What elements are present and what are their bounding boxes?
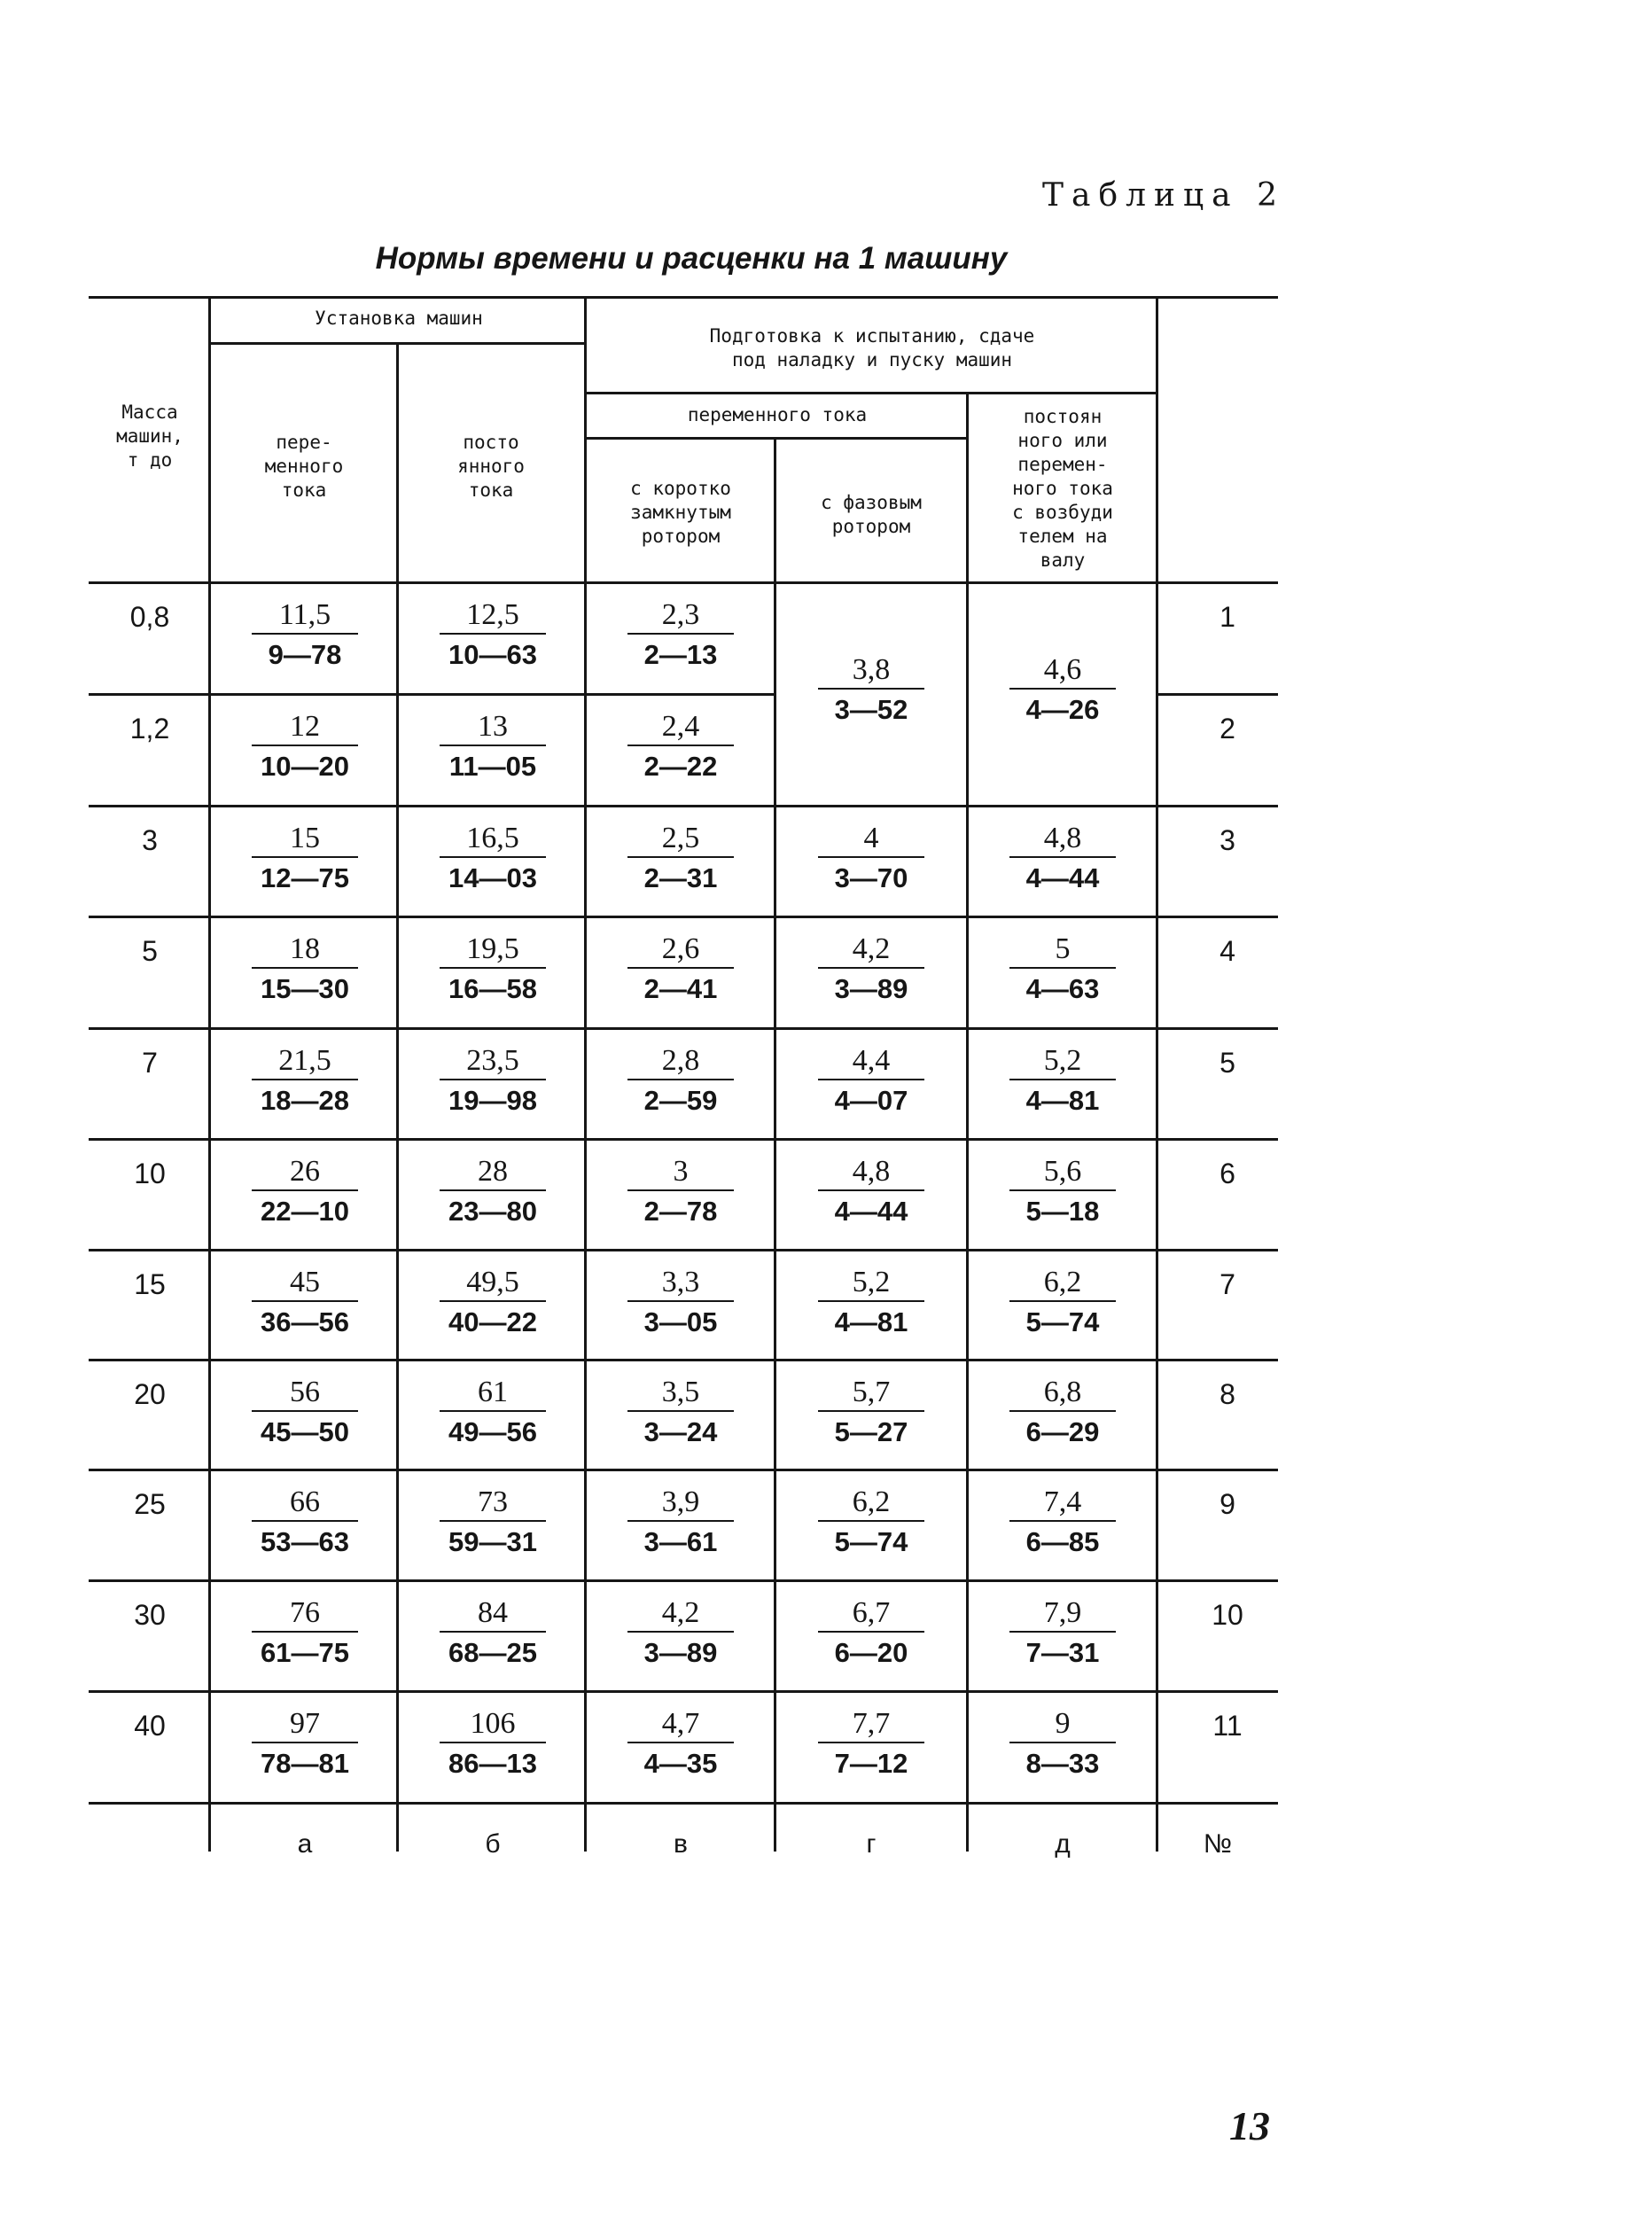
mass-value-row-11: 40 xyxy=(134,1710,166,1742)
cell-g-row-5 xyxy=(776,1043,966,1118)
norm-time-value: 106 xyxy=(440,1706,546,1743)
cell-b-row-1 xyxy=(398,597,588,672)
rate-value: 5—74 xyxy=(1025,1306,1100,1337)
rule-row-3 xyxy=(89,916,1278,918)
rate-value: 8—33 xyxy=(1025,1748,1100,1779)
mass-value-row-7: 15 xyxy=(134,1268,166,1300)
cell-a-row-8 xyxy=(210,1375,400,1449)
norm-time-value: 4,8 xyxy=(818,1154,924,1191)
norm-time-value: 7,7 xyxy=(818,1706,924,1743)
header-install-ac: пере- менного тока xyxy=(264,432,344,501)
cell-g-row-8 xyxy=(776,1375,966,1449)
norm-time-value: 3,5 xyxy=(627,1375,734,1412)
rate-value: 5—74 xyxy=(834,1526,908,1557)
row-number-6: 6 xyxy=(1220,1158,1235,1189)
rate-value: 40—22 xyxy=(448,1306,537,1337)
norm-time-value: 66 xyxy=(252,1485,358,1522)
rule-header-bottom xyxy=(89,581,1278,584)
header-install-group: Установка машин xyxy=(315,308,483,329)
rate-value: 2—78 xyxy=(643,1196,718,1227)
row-number-10: 10 xyxy=(1212,1599,1243,1631)
rate-value: 2—41 xyxy=(643,973,718,1004)
header-prep-dc-ac: постоян ного или перемен- ного тока с возбуди телем на валу xyxy=(1012,406,1113,571)
rule-row-4 xyxy=(89,1027,1278,1030)
mass-value-row-6: 10 xyxy=(134,1158,166,1189)
rate-value: 16—58 xyxy=(448,973,537,1004)
cell-a-row-7 xyxy=(210,1265,400,1339)
header-prep-group: Подготовка к испытанию, сдаче под наладку и пуску машин xyxy=(709,325,1035,370)
cell-a-row-4 xyxy=(210,932,400,1006)
table-title: Нормы времени и расценки на 1 машину xyxy=(375,241,1008,276)
norm-time-value: 5,2 xyxy=(1009,1043,1116,1080)
norm-time-value: 16,5 xyxy=(440,821,546,858)
cell-d-row-9 xyxy=(968,1485,1157,1559)
rate-value: 5—18 xyxy=(1025,1196,1100,1227)
table-label: Таблица 2 xyxy=(1042,177,1285,214)
norm-time-value: 21,5 xyxy=(252,1043,358,1080)
rate-value: 23—80 xyxy=(448,1196,537,1227)
norm-time-value: 76 xyxy=(252,1595,358,1633)
rate-value: 6—29 xyxy=(1025,1416,1100,1447)
norm-time-value: 5,7 xyxy=(818,1375,924,1412)
mass-value-row-10: 30 xyxy=(134,1599,166,1631)
cell-d-row-10 xyxy=(968,1595,1157,1670)
norm-time-value: 4,4 xyxy=(818,1043,924,1080)
row-number-11: 11 xyxy=(1212,1710,1243,1742)
cell-d-row-11 xyxy=(968,1706,1157,1781)
cell-v-row-3 xyxy=(586,821,775,895)
row-number-9: 9 xyxy=(1220,1488,1235,1520)
cell-a-row-6 xyxy=(210,1154,400,1228)
norm-time-value: 4,6 xyxy=(1009,652,1116,690)
norm-time-value: 3,3 xyxy=(627,1265,734,1302)
rule-ac-header xyxy=(586,437,968,440)
cell-b-row-9 xyxy=(398,1485,588,1559)
cell-v-row-10 xyxy=(586,1595,775,1670)
norm-time-value: 9 xyxy=(1009,1706,1116,1743)
cell-v-row-8 xyxy=(586,1375,775,1449)
norm-time-value: 7,9 xyxy=(1009,1595,1116,1633)
rate-value: 3—24 xyxy=(643,1416,718,1447)
cell-b-row-7 xyxy=(398,1265,588,1339)
row-number-5: 5 xyxy=(1220,1047,1235,1079)
cell-d-row-8 xyxy=(968,1375,1157,1449)
cell-a-row-2 xyxy=(210,709,400,784)
mass-value-row-3: 3 xyxy=(142,824,158,856)
rate-value: 18—28 xyxy=(261,1085,349,1116)
rule-row-6 xyxy=(89,1249,1278,1251)
norm-time-value: 61 xyxy=(440,1375,546,1412)
column-letter-d: д xyxy=(1055,1829,1071,1859)
rate-value: 59—31 xyxy=(448,1526,537,1557)
norm-time-value: 3,8 xyxy=(818,652,924,690)
norm-time-value: 19,5 xyxy=(440,932,546,969)
rate-value: 61—75 xyxy=(261,1637,349,1668)
rule-top xyxy=(89,296,1278,299)
rate-value: 6—20 xyxy=(834,1637,908,1668)
norm-time-value: 6,7 xyxy=(818,1595,924,1633)
norm-time-value: 18 xyxy=(252,932,358,969)
cell-a-row-9 xyxy=(210,1485,400,1559)
rate-value: 5—27 xyxy=(834,1416,908,1447)
cell-b-row-11 xyxy=(398,1706,588,1781)
norm-time-value: 15 xyxy=(252,821,358,858)
norm-time-value: 2,3 xyxy=(627,597,734,635)
cell-d-row-1 xyxy=(968,652,1157,727)
cell-a-row-1 xyxy=(210,597,400,672)
rate-value: 36—56 xyxy=(261,1306,349,1337)
norm-time-value: 6,2 xyxy=(818,1485,924,1522)
norm-time-value: 5 xyxy=(1009,932,1116,969)
rate-value: 10—63 xyxy=(448,639,537,670)
cell-v-row-9 xyxy=(586,1485,775,1559)
rate-value: 14—03 xyxy=(448,862,537,893)
mass-value-row-4: 5 xyxy=(142,935,158,967)
norm-time-value: 4,7 xyxy=(627,1706,734,1743)
rate-value: 3—70 xyxy=(834,862,908,893)
rate-value: 7—12 xyxy=(834,1748,908,1779)
header-install-dc: посто янного тока xyxy=(457,432,525,501)
rate-value: 7—31 xyxy=(1025,1637,1100,1668)
rate-value: 4—26 xyxy=(1025,694,1100,725)
row-number-2: 2 xyxy=(1220,713,1235,745)
cell-v-row-11 xyxy=(586,1706,775,1781)
header-prep-phase: с фазовым ротором xyxy=(821,492,922,537)
rate-value: 2—22 xyxy=(643,751,718,782)
row-number-3: 3 xyxy=(1220,824,1235,856)
norm-time-value: 5,6 xyxy=(1009,1154,1116,1191)
norm-time-value: 2,4 xyxy=(627,709,734,746)
rate-value: 9—78 xyxy=(268,639,342,670)
cell-v-row-6 xyxy=(586,1154,775,1228)
row-number-4: 4 xyxy=(1220,935,1235,967)
mass-value-row-1: 0,8 xyxy=(129,601,170,633)
rate-value: 12—75 xyxy=(261,862,349,893)
cell-b-row-2 xyxy=(398,709,588,784)
cell-v-row-1 xyxy=(586,597,775,672)
norm-time-value: 97 xyxy=(252,1706,358,1743)
rate-value: 3—89 xyxy=(834,973,908,1004)
rate-value: 3—05 xyxy=(643,1306,718,1337)
rule-row-11 xyxy=(89,1802,1278,1805)
rule-row-1-num xyxy=(1157,693,1278,696)
cell-v-row-7 xyxy=(586,1265,775,1339)
norm-time-value: 4,2 xyxy=(627,1595,734,1633)
row-number-8: 8 xyxy=(1220,1378,1235,1410)
rate-value: 3—52 xyxy=(834,694,908,725)
rate-value: 45—50 xyxy=(261,1416,349,1447)
cell-a-row-11 xyxy=(210,1706,400,1781)
norm-time-value: 23,5 xyxy=(440,1043,546,1080)
rate-value: 4—44 xyxy=(834,1196,908,1227)
cell-g-row-1 xyxy=(776,652,966,727)
rate-value: 10—20 xyxy=(261,751,349,782)
norm-time-value: 84 xyxy=(440,1595,546,1633)
rate-value: 2—59 xyxy=(643,1085,718,1116)
page-number: 13 xyxy=(1229,2103,1270,2148)
cell-g-row-4 xyxy=(776,932,966,1006)
rate-value: 2—13 xyxy=(643,639,718,670)
cell-v-row-4 xyxy=(586,932,775,1006)
rate-value: 86—13 xyxy=(448,1748,537,1779)
norm-time-value: 7,4 xyxy=(1009,1485,1116,1522)
rate-value: 49—56 xyxy=(448,1416,537,1447)
cell-b-row-3 xyxy=(398,821,588,895)
rate-value: 4—81 xyxy=(834,1306,908,1337)
norm-time-value: 73 xyxy=(440,1485,546,1522)
norm-time-value: 12,5 xyxy=(440,597,546,635)
row-number-7: 7 xyxy=(1220,1268,1235,1300)
cell-d-row-3 xyxy=(968,821,1157,895)
norm-time-value: 4,8 xyxy=(1009,821,1116,858)
column-letter-g: г xyxy=(866,1829,877,1859)
cell-v-row-5 xyxy=(586,1043,775,1118)
rule-row-5 xyxy=(89,1138,1278,1141)
cell-b-row-8 xyxy=(398,1375,588,1449)
rate-value: 4—44 xyxy=(1025,862,1100,893)
cell-b-row-5 xyxy=(398,1043,588,1118)
norm-time-value: 11,5 xyxy=(252,597,358,635)
mass-value-row-8: 20 xyxy=(134,1378,166,1410)
rule-row-2 xyxy=(89,805,1278,807)
rate-value: 2—31 xyxy=(643,862,718,893)
header-prep-squirrel: с коротко замкнутым ротором xyxy=(630,478,731,547)
norm-time-value: 56 xyxy=(252,1375,358,1412)
norm-time-value: 2,6 xyxy=(627,932,734,969)
row-number-1: 1 xyxy=(1220,601,1235,633)
rate-value: 19—98 xyxy=(448,1085,537,1116)
norm-time-value: 28 xyxy=(440,1154,546,1191)
rate-value: 15—30 xyxy=(261,973,349,1004)
cell-d-row-6 xyxy=(968,1154,1157,1228)
column-letter-a: а xyxy=(297,1829,313,1859)
cell-g-row-3 xyxy=(776,821,966,895)
rate-value: 4—35 xyxy=(643,1748,718,1779)
norm-time-value: 2,8 xyxy=(627,1043,734,1080)
cell-a-row-3 xyxy=(210,821,400,895)
rate-value: 78—81 xyxy=(261,1748,349,1779)
mass-value-row-2: 1,2 xyxy=(129,713,170,745)
header-mass: Масса машин, т до xyxy=(116,402,183,471)
norm-time-value: 13 xyxy=(440,709,546,746)
rate-value: 3—89 xyxy=(643,1637,718,1668)
cell-b-row-4 xyxy=(398,932,588,1006)
cell-g-row-9 xyxy=(776,1485,966,1559)
cell-v-row-2 xyxy=(586,709,775,784)
rate-value: 4—07 xyxy=(834,1085,908,1116)
rate-value: 4—63 xyxy=(1025,973,1100,1004)
norm-time-value: 6,2 xyxy=(1009,1265,1116,1302)
header-prep-ac: переменного тока xyxy=(687,404,868,425)
cell-d-row-5 xyxy=(968,1043,1157,1118)
norm-time-value: 12 xyxy=(252,709,358,746)
rule-row-8 xyxy=(89,1469,1278,1471)
cell-g-row-7 xyxy=(776,1265,966,1339)
norm-time-value: 26 xyxy=(252,1154,358,1191)
rate-value: 11—05 xyxy=(448,751,537,782)
cell-b-row-10 xyxy=(398,1595,588,1670)
rule-row-1 xyxy=(89,693,775,696)
norm-time-value: 2,5 xyxy=(627,821,734,858)
cell-a-row-10 xyxy=(210,1595,400,1670)
cell-d-row-4 xyxy=(968,932,1157,1006)
cell-g-row-10 xyxy=(776,1595,966,1670)
cell-g-row-11 xyxy=(776,1706,966,1781)
norm-time-value: 4,2 xyxy=(818,932,924,969)
cell-b-row-6 xyxy=(398,1154,588,1228)
mass-value-row-5: 7 xyxy=(142,1047,158,1079)
rate-value: 6—85 xyxy=(1025,1526,1100,1557)
column-letter-number: № xyxy=(1203,1829,1233,1859)
norm-time-value: 49,5 xyxy=(440,1265,546,1302)
rule-row-7 xyxy=(89,1359,1278,1361)
norm-time-value: 3,9 xyxy=(627,1485,734,1522)
rate-value: 22—10 xyxy=(261,1196,349,1227)
rate-value: 3—61 xyxy=(643,1526,718,1557)
rate-value: 4—81 xyxy=(1025,1085,1100,1116)
norm-time-value: 4 xyxy=(818,821,924,858)
norm-time-value: 5,2 xyxy=(818,1265,924,1302)
cell-d-row-7 xyxy=(968,1265,1157,1339)
rate-value: 68—25 xyxy=(448,1637,537,1668)
cell-a-row-5 xyxy=(210,1043,400,1118)
column-letter-v: в xyxy=(674,1829,688,1859)
rule-row-9 xyxy=(89,1579,1278,1582)
norm-time-value: 45 xyxy=(252,1265,358,1302)
norm-time-value: 3 xyxy=(627,1154,734,1191)
cell-g-row-6 xyxy=(776,1154,966,1228)
rate-value: 53—63 xyxy=(261,1526,349,1557)
rule-row-10 xyxy=(89,1690,1278,1693)
mass-value-row-9: 25 xyxy=(134,1488,166,1520)
rule-prep-header xyxy=(586,392,1157,394)
norm-time-value: 6,8 xyxy=(1009,1375,1116,1412)
column-letter-b: б xyxy=(485,1829,501,1859)
